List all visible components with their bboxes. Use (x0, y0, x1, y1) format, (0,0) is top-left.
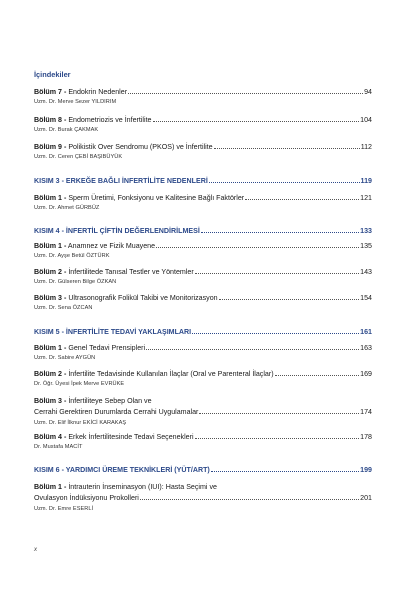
chapter-label: Bölüm 2 - (34, 268, 67, 276)
chapter-title-line2: Ovulasyon İndüksiyonu Prokolleri (34, 493, 139, 502)
toc-entry (34, 294, 372, 311)
chapter-label: Bölüm 3 - (34, 294, 67, 302)
dot-leader (209, 182, 360, 183)
dot-leader (156, 247, 359, 248)
toc-entry (34, 396, 372, 426)
toc-entry (34, 482, 372, 512)
chapter-label: Bölüm 3 - (34, 397, 67, 405)
chapter-label: Bölüm 1 - (34, 194, 67, 202)
author: Uzm. Dr. Sabire AYGÜN (34, 355, 96, 361)
dot-leader (201, 232, 359, 233)
chapter-title: İnfertilite Tedavisinde Kullanılan İlaçlar (Oral ve Parenteral İlaçlar) (68, 370, 274, 378)
author: Dr. Öğr. Üyesi İpek Merve EVRÜKE (34, 381, 125, 387)
page-ref: 104 (360, 116, 372, 124)
page-title: İçindekiler (34, 70, 71, 79)
toc-entry (34, 143, 372, 160)
chapter-label: Bölüm 8 - (34, 116, 67, 124)
chapter-label: Bölüm 2 - (34, 370, 67, 378)
chapter-title-line1: İnfertiliteye Sebep Olan ve (68, 397, 152, 405)
toc-entry (34, 88, 372, 105)
dot-leader (192, 333, 359, 334)
chapter-label: Bölüm 1 - (34, 242, 67, 250)
author: Dr. Mustafa MACİT (34, 444, 83, 450)
dot-leader (140, 499, 359, 500)
page-ref: 135 (360, 242, 372, 250)
dot-leader (195, 438, 360, 439)
section-title: KISIM 6 - YARDIMCI ÜREME TEKNİKLERİ (YÜT/ART) (34, 466, 210, 474)
page-ref: 161 (360, 328, 372, 336)
toc-section (34, 177, 372, 185)
toc-entry (34, 116, 372, 133)
chapter-title-line1: İntrauterin İnseminasyon (IUI): Hasta Seçimi ve (68, 483, 217, 491)
page-ref: 154 (360, 294, 372, 302)
chapter-label: Bölüm 1 - (34, 344, 67, 352)
chapter-title: Ultrasonografik Folikül Takibi ve Monitorizasyon (68, 294, 218, 302)
dot-leader (275, 375, 360, 376)
page-ref: 178 (360, 433, 372, 441)
page-ref: 169 (360, 370, 372, 378)
section-title: KISIM 4 - İNFERTİL ÇİFTİN DEĞERLENDİRİLMESİ (34, 227, 200, 235)
chapter-title: Genel Tedavi Prensipleri (68, 344, 146, 352)
dot-leader (245, 199, 359, 200)
section-title: KISIM 3 - ERKEĞE BAĞLI İNFERTİLİTE NEDENLERİ (34, 177, 208, 185)
page-ref: 174 (360, 407, 372, 416)
author: Uzm. Dr. Merve Sezer YILDIRIM (34, 99, 117, 105)
toc-entry (34, 344, 372, 361)
page-ref: 119 (360, 177, 372, 185)
toc-entry (34, 194, 372, 211)
page-ref: 199 (360, 466, 372, 474)
page-ref: 112 (360, 143, 372, 151)
chapter-title: Anamnez ve Fizik Muayene (67, 242, 156, 250)
toc-entry (34, 433, 372, 450)
page-ref: 143 (360, 268, 372, 276)
chapter-label: Bölüm 9 - (34, 143, 67, 151)
chapter-label: Bölüm 1 - (34, 483, 67, 491)
toc-section (34, 227, 372, 235)
author: Uzm. Dr. Gülseren Bilge ÖZKAN (34, 279, 117, 285)
chapter-title: Polikistik Over Sendromu (PKOS) ve İnfertilite (68, 143, 213, 151)
toc-entry (34, 242, 372, 259)
page-number: x (34, 547, 37, 553)
dot-leader (195, 273, 359, 274)
toc-entry (34, 370, 372, 387)
dot-leader (211, 471, 359, 472)
dot-leader (214, 148, 360, 149)
author: Uzm. Dr. Elif İlknur EKİCİ KARAKAŞ (34, 420, 127, 426)
toc-section (34, 466, 372, 474)
chapter-title: Endometriozis ve İnfertilite (68, 116, 152, 124)
dot-leader (128, 93, 363, 94)
dot-leader (199, 413, 359, 414)
page-ref: 163 (360, 344, 372, 352)
chapter-title: İnfertilitede Tanısal Testler ve Yöntemler (68, 268, 194, 276)
author: Uzm. Dr. Ayşe Betül ÖZTÜRK (34, 253, 110, 259)
chapter-title: Sperm Üretimi, Fonksiyonu ve Kalitesine Bağlı Faktörler (68, 194, 245, 202)
chapter-label: Bölüm 4 - (34, 433, 67, 441)
dot-leader (219, 299, 360, 300)
page-ref: 201 (360, 493, 372, 502)
dot-leader (146, 349, 359, 350)
page-ref: 121 (360, 194, 372, 202)
toc-section (34, 328, 372, 336)
chapter-title-line2: Cerrahi Gerektiren Durumlarda Cerrahi Uygulamalar (34, 407, 199, 416)
toc-entry (34, 268, 372, 285)
author: Uzm. Dr. Ahmet GÜRBÜZ (34, 205, 100, 211)
page-ref: 94 (364, 88, 372, 96)
chapter-label: Bölüm 7 - (34, 88, 67, 96)
author: Uzm. Dr. Sena ÖZCAN (34, 305, 93, 311)
author: Uzm. Dr. Ceren ÇEBİ BAŞIBÜYÜK (34, 154, 123, 160)
chapter-title: Erkek İnfertilitesinde Tedavi Seçenekleri (68, 433, 194, 441)
chapter-title: Endokrin Nedenler (68, 88, 128, 96)
section-title: KISIM 5 - İNFERTİLİTE TEDAVİ YAKLAŞIMLARI (34, 328, 192, 336)
author: Uzm. Dr. Burak ÇAKMAK (34, 127, 99, 133)
dot-leader (153, 121, 360, 122)
page-ref: 133 (360, 227, 372, 235)
author: Uzm. Dr. Emre ESERLİ (34, 506, 94, 512)
